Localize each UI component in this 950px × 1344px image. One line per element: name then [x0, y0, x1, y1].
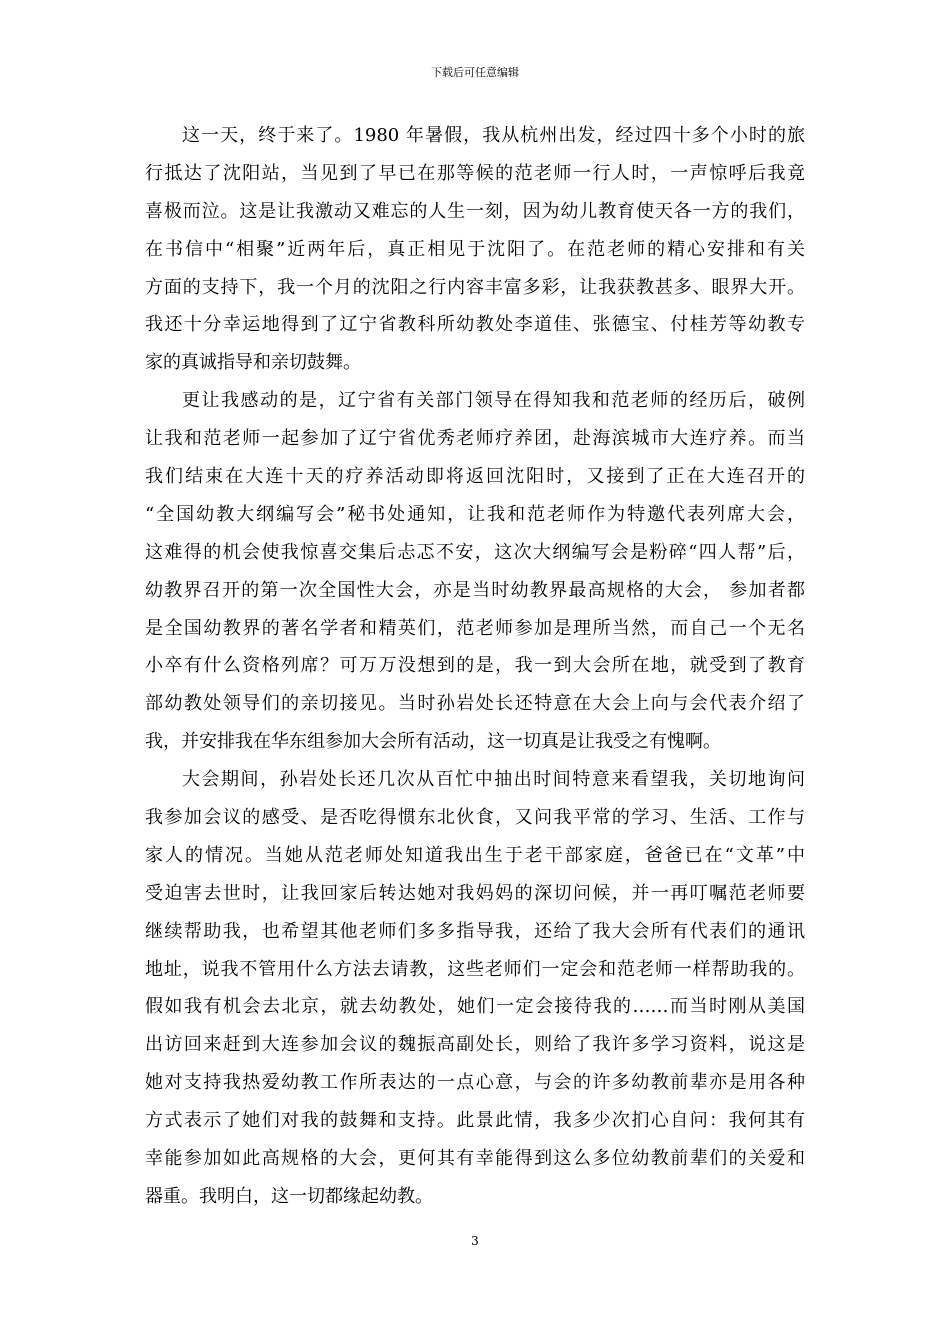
page-number: 3: [471, 1234, 479, 1248]
text-line: 方式表示了她们对我的鼓舞和支持。此景此情，我多少次扪心自问：我何其有: [145, 1110, 805, 1132]
text-line: 继续帮助我，也希望其他老师们多多指导我，还给了我大会所有代表们的通讯: [145, 920, 805, 942]
text-line: 小卒有什么资格列席？可万万没想到的是，我一到大会所在地，就受到了教育: [145, 655, 805, 677]
document-body: [145, 117, 805, 1216]
text-line: 部幼教处领导们的亲切接见。当时孙岩处长还特意在大会上向与会代表介绍了: [145, 693, 805, 715]
text-line: 受迫害去世时，让我回家后转达她对我妈妈的深切问候，并一再叮嘱范老师要: [145, 882, 805, 904]
text-line: 出访回来赶到大连参加会议的魏振高副处长，则给了我许多学习资料，说这是: [145, 1034, 805, 1056]
paragraph-3: [145, 761, 805, 1216]
text-line: 家的真诚指导和亲切鼓舞。: [145, 352, 361, 374]
text-line: 是全国幼教界的著名学者和精英们，范老师参加是理所当然，而自己一个无名: [145, 617, 805, 639]
text-line: 方面的支持下，我一个月的沈阳之行内容丰富多彩，让我获教甚多、眼界大开。: [145, 276, 805, 298]
text-line: 我们结束在大连十天的疗养活动即将返回沈阳时，又接到了正在大连召开的: [145, 466, 805, 488]
text-line: 家人的情况。当她从范老师处知道我出生于老干部家庭，爸爸已在“文革”中: [145, 844, 805, 866]
text-line: 器重。我明白，这一切都缘起幼教。: [145, 1185, 433, 1207]
text-line: “全国幼教大纲编写会”秘书处通知，让我和范老师作为特邀代表列席大会，: [145, 503, 805, 525]
text-line: 我参加会议的感受、是否吃得惯东北伙食，又问我平常的学习、生活、工作与: [145, 807, 805, 829]
text-line: 大会期间，孙岩处长还几次从百忙中抽出时间特意来看望我，关切地询问: [182, 769, 805, 791]
text-line: 她对支持我热爱幼教工作所表达的一点心意，与会的许多幼教前辈亦是用各种: [145, 1072, 805, 1094]
text-line: 这一天，终于来了。1980 年暑假，我从杭州出发，经过四十多个小时的旅: [182, 125, 805, 146]
text-line: 假如我有机会去北京，就去幼教处，她们一定会接待我的……而当时刚从美国: [145, 996, 805, 1018]
text-line: 这难得的机会使我惊喜交集后忐忑不安，这次大纲编写会是粉碎“四人帮”后，: [145, 541, 805, 563]
page-header: 下载后可任意编辑: [431, 66, 519, 79]
paragraph-2: [145, 382, 805, 761]
text-line: 行抵达了沈阳站，当见到了早已在那等候的范老师一行人时，一声惊呼后我竟: [145, 162, 805, 184]
text-line: 在书信中“相聚”近两年后，真正相见于沈阳了。在范老师的精心安排和有关: [145, 238, 805, 260]
text-line: 让我和范老师一起参加了辽宁省优秀老师疗养团，赴海滨城市大连疗养。而当: [145, 428, 805, 450]
text-line: 幸能参加如此高规格的大会，更何其有幸能得到这么多位幼教前辈们的关爱和: [145, 1148, 805, 1170]
text-line: 我还十分幸运地得到了辽宁省教科所幼教处李道佳、张德宝、付桂芳等幼教专: [145, 314, 805, 336]
paragraph-1: [145, 117, 805, 382]
text-line: 地址，说我不管用什么方法去请教，这些老师们一定会和范老师一样帮助我的。: [145, 958, 805, 980]
text-line: 喜极而泣。这是让我激动又难忘的人生一刻，因为幼儿教育使天各一方的我们，: [145, 200, 805, 222]
text-line: 我，并安排我在华东组参加大会所有活动，这一切真是让我受之有愧啊。: [145, 731, 721, 753]
text-line: 更让我感动的是，辽宁省有关部门领导在得知我和范老师的经历后，破例: [182, 390, 805, 412]
text-line: 幼教界召开的第一次全国性大会，亦是当时幼教界最高规格的大会， 参加者都: [145, 579, 805, 601]
